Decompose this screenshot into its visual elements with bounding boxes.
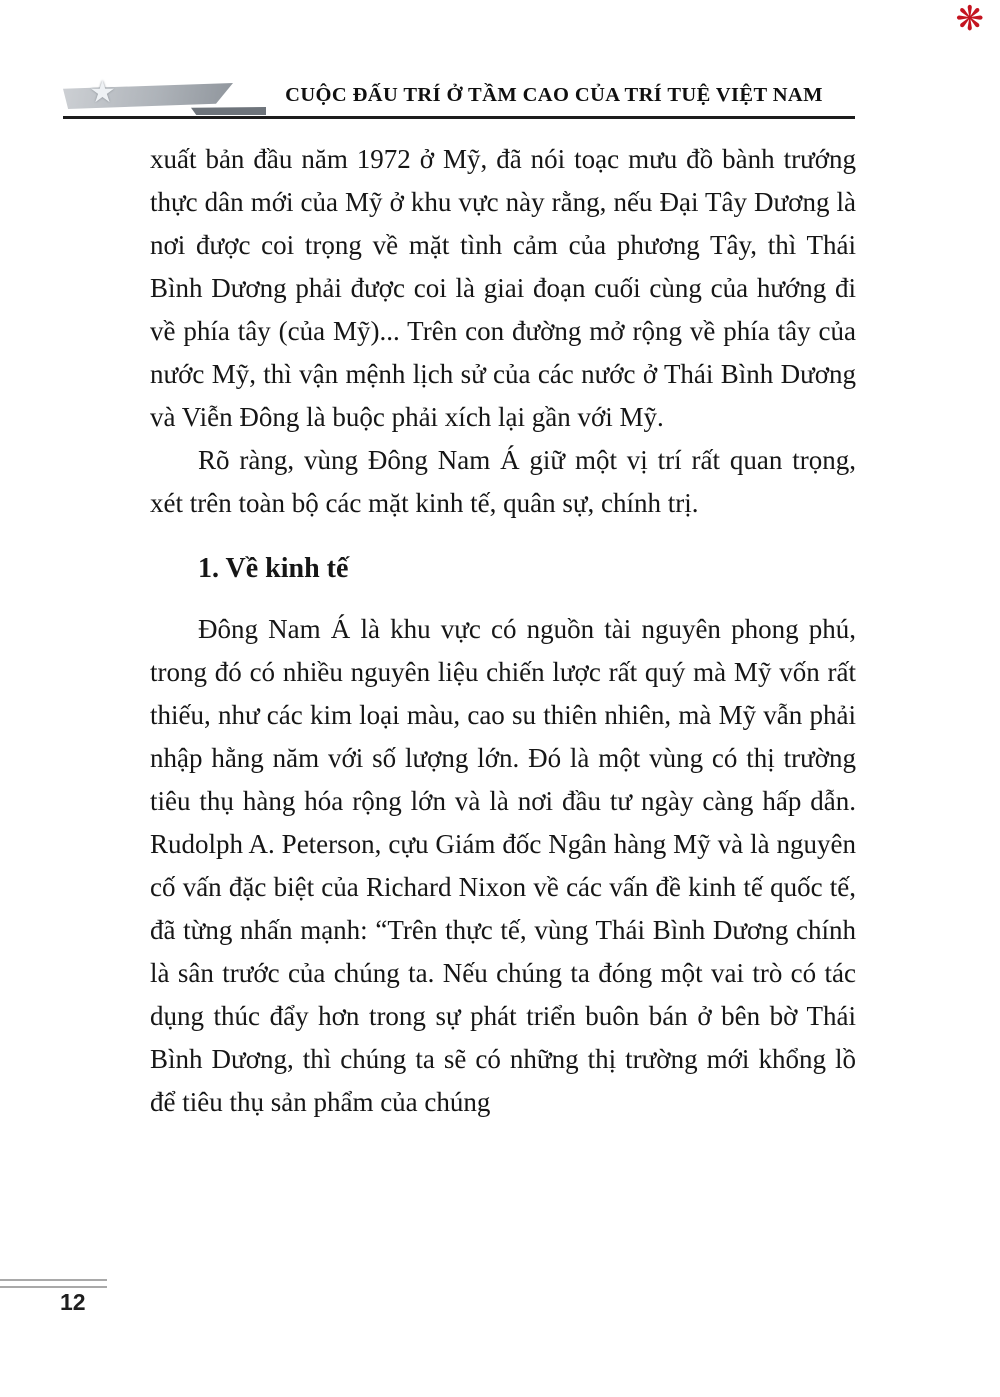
body-text-column [150, 138, 856, 1124]
page-number: 12 [60, 1289, 86, 1315]
paragraph-continuation: xuất bản đầu năm 1972 ở Mỹ, đã nói toạc mưu đồ bành trướng thực dân mới của Mỹ ở khu vực này rằng, nếu Đại Tây Dương là nơi được coi trọng về mặt tình cảm của phương Tây, thì Thái Bình Dương phải được coi là giai đoạn cuối cùng của hướng đi về phía tây (của Mỹ)... Trên con đường mở rộng về phía tây của nước Mỹ, thì vận mệnh lịch sử của các nước ở Thái Bình Dương và Viễn Đông là buộc phải xích lại gần với Mỹ. [150, 144, 856, 432]
flower-icon: ❋ [955, 0, 984, 39]
star-icon: ★ [89, 75, 116, 110]
page-header [63, 75, 855, 119]
running-head-title: CUỘC ĐẤU TRÍ Ở TẦM CAO CỦA TRÍ TUỆ VIỆT NAM [285, 84, 823, 106]
section-heading: 1. Về kinh tế [198, 553, 349, 584]
header-swoosh-shadow [191, 107, 266, 115]
footer-rule-bottom [0, 1286, 107, 1288]
paragraph-economy: Đông Nam Á là khu vực có nguồn tài nguyên phong phú, trong đó có nhiều nguyên liệu chiến lược rất quý mà Mỹ vốn rất thiếu, như các kim loại màu, cao su thiên nhiên, mà Mỹ vẫn phải nhập hằng năm với số lượng lớn. Đó là một vùng có thị trường tiêu thụ hàng hóa rộng lớn và là nơi đầu tư ngày càng hấp dẫn. Rudolph A. Peterson, cựu Giám đốc Ngân hàng Mỹ và là nguyên cố vấn đặc biệt của Richard Nixon về các vấn đề kinh tế quốc tế, đã từng nhấn mạnh: “Trên thực tế, vùng Thái Bình Dương chính là sân trước của chúng ta. Nếu chúng ta đóng một vai trò có tác dụng thúc đẩy hơn trong sự phát triển buôn bán ở bên bờ Thái Bình Dương, thì chúng ta sẽ có những thị trường mới khổng lồ để tiêu thụ sản phẩm của chúng [150, 614, 856, 1117]
footer-rule-top [0, 1279, 107, 1281]
paragraph-intro: Rõ ràng, vùng Đông Nam Á giữ một vị trí rất quan trọng, xét trên toàn bộ các mặt kinh tế, quân sự, chính trị. [150, 445, 856, 518]
